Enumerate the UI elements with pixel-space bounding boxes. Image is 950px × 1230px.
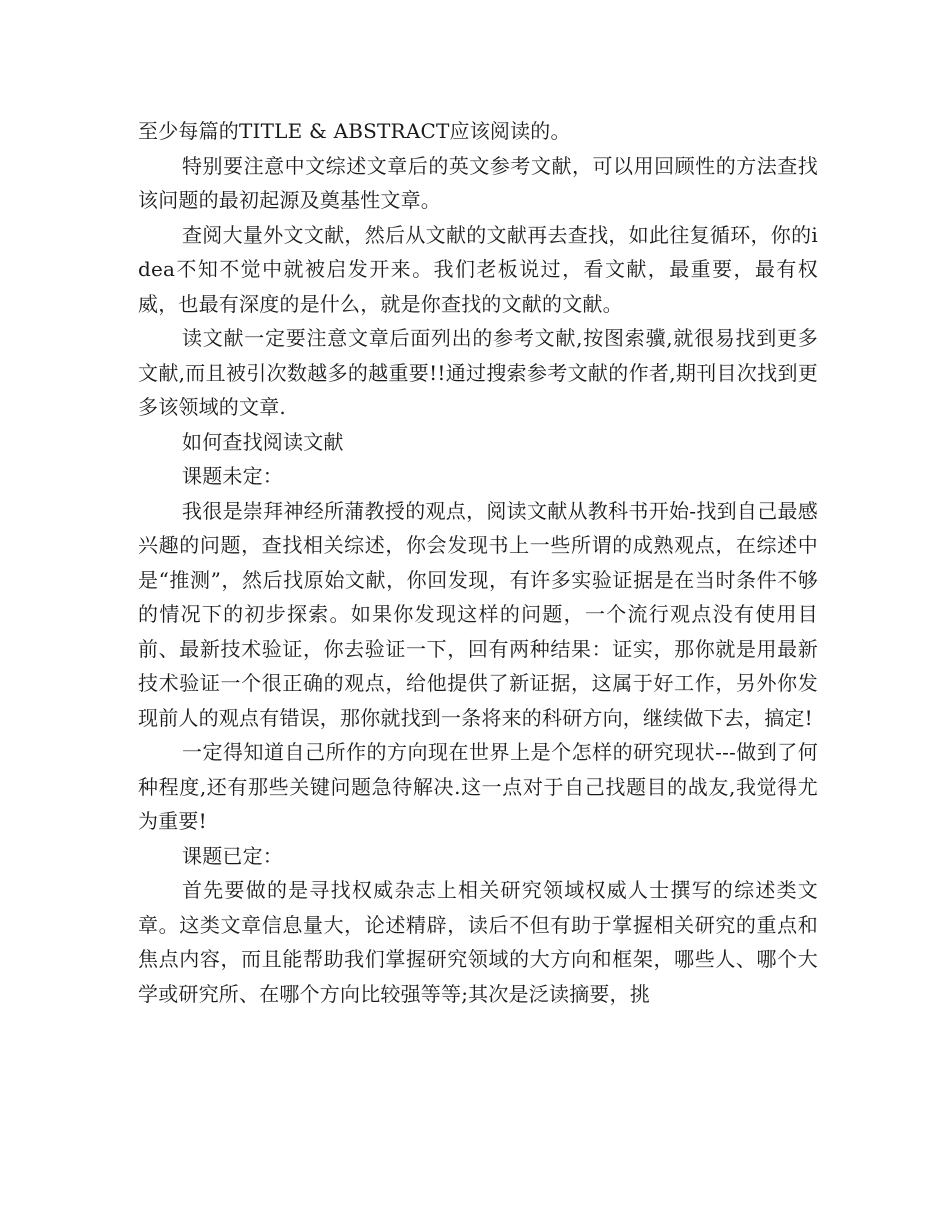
paragraph-reference-lists: 读文献一定要注意文章后面列出的参考文献,按图索骥,就很易找到更多文献,而且被引次数越多的越重要!!通过搜索参考文献的作者,期刊目次找到更多该领域的文章.: [138, 326, 818, 419]
section-heading-how-to-read: 如何查找阅读文献: [182, 429, 344, 454]
paragraph-review-articles: 首先要做的是寻找权威杂志上相关研究领域权威人士撰写的综述类文章。这类文章信息量大，论述精辟，读后不但有助于掌握相关研究的重点和焦点内容，而且能帮助我们掌握研究领域的大方向和框架，哪些人、哪个大学或研究所、在哪个方向比较强等等;其次是泛读摘要，挑: [138, 878, 818, 1006]
document-body: [138, 114, 818, 1011]
paragraph-title-abstract: 至少每篇的TITLE & ABSTRACT应该阅读的。: [138, 119, 571, 143]
subheading-topic-undecided: 课题未定：: [182, 464, 283, 488]
subheading-topic-decided: 课题已定：: [182, 843, 283, 868]
paragraph-english-references: 特别要注意中文综述文章后的英文参考文献，可以用回顾性的方法查找该问题的最初起源及奠基性文章。: [138, 153, 818, 212]
paragraph-research-status: 一定得知道自己所作的方向现在世界上是个怎样的研究现状---做到了何种程度,还有那些关键问题急待解决.这一点对于自己找题目的战友,我觉得尤为重要!: [138, 740, 818, 833]
paragraph-professor-view: 我很是崇拜神经所蒲教授的观点，阅读文献从教科书开始-找到自己最感兴趣的问题，查找相关综述，你会发现书上一些所谓的成熟观点，在综述中是“推测”，然后找原始文献，你回发现，有许多实验证据是在当时条件不够的情况下的初步探索。如果你发现这样的问题，一个流行观点没有使用目前、最新技术验证，你去验证一下，回有两种结果：证实，那你就是用最新技术验证一个很正确的观点，给他提供了新证据，这属于好工作，另外你发现前人的观点有错误，那你就找到一条将来的科研方向，继续做下去，搞定!: [138, 498, 818, 730]
paragraph-foreign-literature: 查阅大量外文文献，然后从文献的文献再去查找，如此往复循环，你的idea不知不觉中就被启发开来。我们老板说过，看文献，最重要，最有权威，也最有深度的是什么，就是你查找的文献的文献。: [138, 222, 818, 316]
